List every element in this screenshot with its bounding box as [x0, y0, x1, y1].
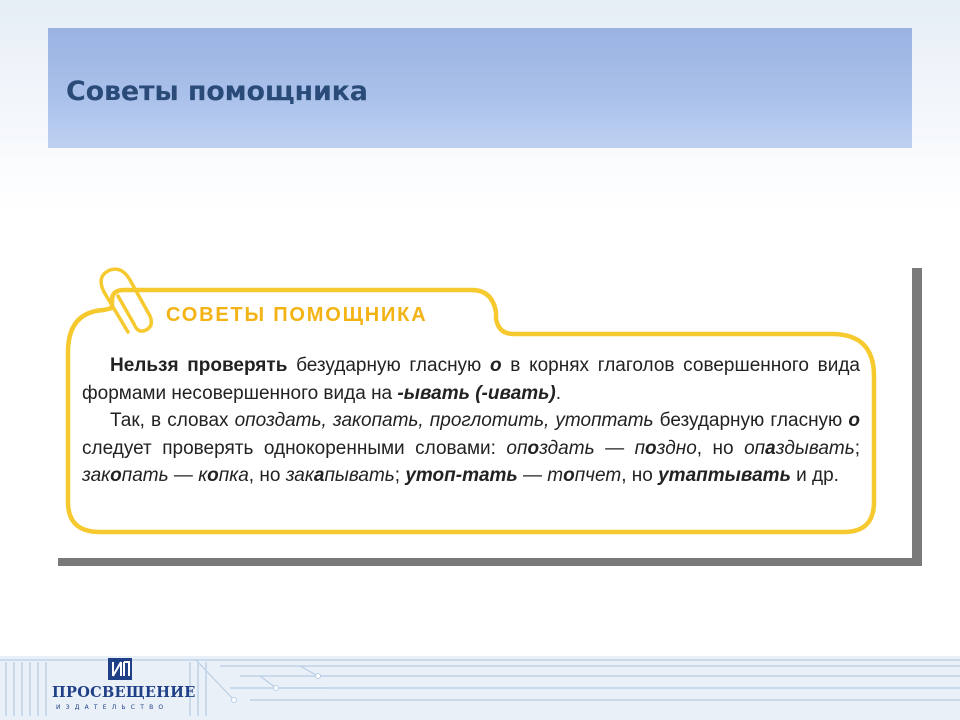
example-word: ут	[658, 465, 686, 486]
example-word: к	[198, 465, 208, 486]
example-word: утоп-тать	[405, 465, 518, 486]
example-word: оп	[744, 437, 766, 459]
letter-highlight: о	[848, 410, 861, 431]
letter-highlight: о	[527, 437, 540, 459]
example-word: здно	[656, 437, 697, 459]
slide-title: Советы помощника	[66, 76, 368, 107]
example-word: птывать	[696, 465, 791, 486]
letter-highlight: а	[685, 465, 697, 486]
suffix-highlight: -ывать (-ивать)	[397, 382, 556, 404]
example-word: пчет	[574, 465, 622, 486]
text-run: безударную гласную	[653, 410, 849, 431]
example-word: пывать	[324, 465, 395, 486]
letter-highlight: о	[207, 465, 219, 486]
text-run: следует проверять однокоренными словами:	[82, 437, 507, 459]
example-word: зак	[285, 465, 314, 486]
text-run: .	[555, 382, 562, 404]
text-run: ;	[854, 437, 860, 459]
text-run: —	[594, 437, 635, 459]
letter-highlight: а	[765, 437, 776, 459]
example-word: оп	[506, 437, 528, 459]
text-run: , но	[248, 465, 286, 486]
publisher-logo-name: ПРОСВЕЩЕНИЕ	[52, 684, 196, 701]
example-words: опоздать, закопать, проглотить, утоптать	[234, 410, 654, 431]
example-word: зак	[82, 465, 111, 486]
card-heading: СОВЕТЫ ПОМОЩНИКА	[166, 304, 428, 326]
example-word: пка	[218, 465, 249, 486]
letter-highlight: о	[645, 437, 657, 459]
text-run: , но	[696, 437, 745, 459]
text-run: —	[168, 465, 199, 486]
letter-highlight: а	[313, 465, 325, 486]
text-run: —	[517, 465, 548, 486]
text-run: и др.	[790, 465, 839, 486]
letter-highlight: о	[110, 465, 122, 486]
example-word: здывать	[775, 437, 855, 459]
publisher-logo-icon	[108, 658, 132, 680]
text-run: , но	[621, 465, 659, 486]
example-word: п	[634, 437, 646, 459]
rule-emphasis: Нельзя проверять	[110, 355, 288, 376]
example-word: здать	[539, 437, 595, 459]
text-run: Так, в словах	[110, 410, 235, 431]
letter-highlight: о	[563, 465, 575, 486]
example-word: т	[547, 465, 564, 486]
example-word: пать	[121, 465, 169, 486]
text-run: ;	[394, 465, 406, 486]
text-run: безударную гласную	[287, 355, 490, 376]
publisher-logo-subtitle: ИЗДАТЕЛЬСТВО	[56, 704, 169, 711]
text-run: в корнях глаголов совершенного вида формами несовершенного вида на	[82, 355, 860, 404]
letter-highlight: о	[490, 355, 502, 376]
